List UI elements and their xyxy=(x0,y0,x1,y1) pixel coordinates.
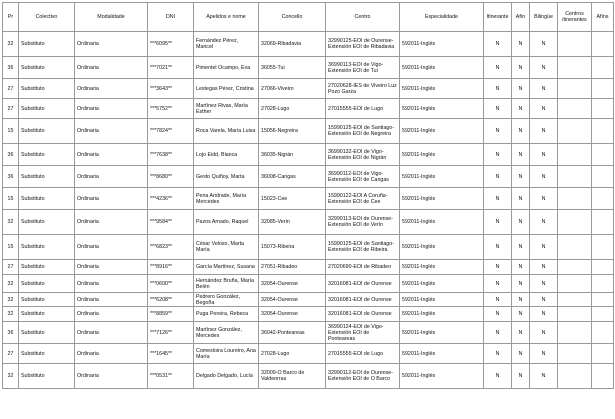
cell-afins xyxy=(592,307,614,322)
cell-pr: 32 xyxy=(3,364,19,389)
cell-pr: 27 xyxy=(3,344,19,364)
cell-especialidade: 592011-Inglés xyxy=(400,79,484,99)
cell-colectivo: Substituto xyxy=(19,364,75,389)
cell-afins xyxy=(592,79,614,99)
cell-centros-itinerantes xyxy=(558,166,592,188)
cell-pr: 15 xyxy=(3,119,19,144)
cell-bilingue: N xyxy=(530,275,558,293)
cell-afins xyxy=(592,322,614,344)
cell-concello: 27051-Ribadeo xyxy=(259,260,326,275)
cell-colectivo: Substituto xyxy=(19,144,75,166)
cell-dni: ***4236** xyxy=(148,188,194,210)
cell-centro: 32990113-EOI de Ourense-Extensión EOI de Verín xyxy=(326,210,400,235)
cell-bilingue: N xyxy=(530,119,558,144)
cell-apelidos-nome: Roca Varela, María Luisa xyxy=(194,119,259,144)
cell-itinerante: N xyxy=(484,235,512,260)
cell-pr: 15 xyxy=(3,188,19,210)
cell-centros-itinerantes xyxy=(558,235,592,260)
table-row xyxy=(3,344,614,364)
cell-especialidade: 592011-Inglés xyxy=(400,307,484,322)
cell-pr: 27 xyxy=(3,260,19,275)
cell-dni: ***3643** xyxy=(148,79,194,99)
header-colectivo: Colectivo xyxy=(19,3,75,32)
cell-apelidos-nome: Pena Andrade, María Mercedes xyxy=(194,188,259,210)
cell-dni: ***7126** xyxy=(148,322,194,344)
cell-modalidade: Ordinaria xyxy=(75,235,148,260)
cell-colectivo: Substituto xyxy=(19,57,75,79)
cell-especialidade: 592011-Inglés xyxy=(400,260,484,275)
table-row xyxy=(3,275,614,293)
cell-dni: ***6208** xyxy=(148,293,194,307)
cell-afin: N xyxy=(512,188,530,210)
cell-centros-itinerantes xyxy=(558,275,592,293)
cell-colectivo: Substituto xyxy=(19,79,75,99)
cell-concello: 32054-Ourense xyxy=(259,275,326,293)
cell-centro: 36990113-EOI de Vigo-Extensión EOI de Tui xyxy=(326,57,400,79)
cell-bilingue: N xyxy=(530,79,558,99)
cell-centros-itinerantes xyxy=(558,99,592,119)
header-bilingue: Bilingüe xyxy=(530,3,558,32)
cell-centro: 32990125-EOI de Ourense-Extensión EOI de Ribadavia xyxy=(326,32,400,57)
cell-itinerante: N xyxy=(484,57,512,79)
table-row xyxy=(3,322,614,344)
cell-pr: 36 xyxy=(3,144,19,166)
cell-centro: 32016081-EOI de Ourense xyxy=(326,275,400,293)
cell-apelidos-nome: Hernández Bruña, María Belén xyxy=(194,275,259,293)
header-centro: Centro xyxy=(326,3,400,32)
cell-centros-itinerantes xyxy=(558,307,592,322)
cell-apelidos-nome: Puga Pereira, Rebeca xyxy=(194,307,259,322)
table-row xyxy=(3,32,614,57)
cell-bilingue: N xyxy=(530,99,558,119)
cell-centro: 32016081-EOI de Ourense xyxy=(326,307,400,322)
cell-afin: N xyxy=(512,144,530,166)
cell-afin: N xyxy=(512,344,530,364)
cell-especialidade: 592011-Inglés xyxy=(400,166,484,188)
cell-colectivo: Substituto xyxy=(19,275,75,293)
cell-afin: N xyxy=(512,293,530,307)
cell-colectivo: Substituto xyxy=(19,322,75,344)
cell-dni: ***8859** xyxy=(148,307,194,322)
assignments-table xyxy=(2,2,614,389)
cell-centros-itinerantes xyxy=(558,188,592,210)
table-row xyxy=(3,210,614,235)
cell-colectivo: Substituto xyxy=(19,344,75,364)
cell-especialidade: 592011-Inglés xyxy=(400,322,484,344)
table-row xyxy=(3,119,614,144)
cell-especialidade: 592011-Inglés xyxy=(400,32,484,57)
cell-bilingue: N xyxy=(530,32,558,57)
cell-afins xyxy=(592,293,614,307)
cell-centro: 36990132-EOI de Vigo-Extensión EOI de Nigrán xyxy=(326,144,400,166)
cell-modalidade: Ordinaria xyxy=(75,99,148,119)
cell-afins xyxy=(592,344,614,364)
cell-modalidade: Ordinaria xyxy=(75,32,148,57)
cell-afins xyxy=(592,275,614,293)
cell-especialidade: 592011-Inglés xyxy=(400,364,484,389)
cell-concello: 15023-Cee xyxy=(259,188,326,210)
cell-colectivo: Substituto xyxy=(19,260,75,275)
cell-concello: 32054-Ourense xyxy=(259,307,326,322)
cell-itinerante: N xyxy=(484,260,512,275)
cell-pr: 32 xyxy=(3,32,19,57)
cell-dni: ***1645** xyxy=(148,344,194,364)
cell-afins xyxy=(592,210,614,235)
table-row xyxy=(3,144,614,166)
cell-pr: 32 xyxy=(3,210,19,235)
cell-modalidade: Ordinaria xyxy=(75,57,148,79)
cell-afin: N xyxy=(512,57,530,79)
cell-itinerante: N xyxy=(484,307,512,322)
cell-afins xyxy=(592,364,614,389)
cell-bilingue: N xyxy=(530,344,558,364)
cell-apelidos-nome: Martínez Rivas, María Esther xyxy=(194,99,259,119)
cell-bilingue: N xyxy=(530,307,558,322)
cell-centros-itinerantes xyxy=(558,210,592,235)
cell-bilingue: N xyxy=(530,260,558,275)
header-itinerante: Itinerante xyxy=(484,3,512,32)
cell-apelidos-nome: Martínez González, Mercedes xyxy=(194,322,259,344)
cell-apelidos-nome: Pedrero González, Begoña xyxy=(194,293,259,307)
cell-itinerante: N xyxy=(484,79,512,99)
cell-apelidos-nome: Pimentel Ocampo, Eva xyxy=(194,57,259,79)
cell-colectivo: Substituto xyxy=(19,307,75,322)
cell-concello: 27066-Viveiro xyxy=(259,79,326,99)
cell-centro: 27020690-EOI de Ribadeo xyxy=(326,260,400,275)
cell-concello: 36055-Tui xyxy=(259,57,326,79)
cell-pr: 36 xyxy=(3,322,19,344)
cell-bilingue: N xyxy=(530,364,558,389)
cell-itinerante: N xyxy=(484,210,512,235)
cell-concello: 36042-Ponteareas xyxy=(259,322,326,344)
cell-centros-itinerantes xyxy=(558,364,592,389)
cell-itinerante: N xyxy=(484,275,512,293)
cell-apelidos-nome: Fernández Pérez, Maricel xyxy=(194,32,259,57)
cell-centro: 27020628-IES de Viveiro Luz Pozo Garza xyxy=(326,79,400,99)
cell-dni: ***8680** xyxy=(148,166,194,188)
table-row xyxy=(3,235,614,260)
cell-centro: 36990124-EOI de Vigo-Extensión EOI de Ponteareas xyxy=(326,322,400,344)
cell-colectivo: Substituto xyxy=(19,293,75,307)
header-apelidos-nome: Apelidos e nome xyxy=(194,3,259,32)
table-row xyxy=(3,364,614,389)
cell-apelidos-nome: García Martínez, Susana xyxy=(194,260,259,275)
cell-especialidade: 592011-Inglés xyxy=(400,293,484,307)
cell-modalidade: Ordinaria xyxy=(75,344,148,364)
cell-itinerante: N xyxy=(484,119,512,144)
cell-especialidade: 592011-Inglés xyxy=(400,275,484,293)
cell-centro: 15990125-EOI de Santiago-Extensión EOI de Negreira xyxy=(326,119,400,144)
cell-dni: ***7638** xyxy=(148,144,194,166)
cell-afin: N xyxy=(512,260,530,275)
cell-pr: 32 xyxy=(3,307,19,322)
cell-concello: 15073-Ribeira xyxy=(259,235,326,260)
cell-modalidade: Ordinaria xyxy=(75,210,148,235)
cell-dni: ***6823** xyxy=(148,235,194,260)
cell-concello: 32054-Ourense xyxy=(259,293,326,307)
cell-pr: 27 xyxy=(3,99,19,119)
cell-centro: 36990112-EOI de Vigo-Extensión EOI de Cangas xyxy=(326,166,400,188)
cell-pr: 32 xyxy=(3,275,19,293)
header-modalidade: Modalidade xyxy=(75,3,148,32)
cell-afin: N xyxy=(512,235,530,260)
cell-especialidade: 592011-Inglés xyxy=(400,99,484,119)
cell-bilingue: N xyxy=(530,235,558,260)
cell-bilingue: N xyxy=(530,210,558,235)
cell-bilingue: N xyxy=(530,322,558,344)
cell-afins xyxy=(592,144,614,166)
cell-afins xyxy=(592,166,614,188)
cell-especialidade: 592011-Inglés xyxy=(400,210,484,235)
cell-especialidade: 592011-Inglés xyxy=(400,144,484,166)
cell-centro: 27015555-EOI de Lugo xyxy=(326,99,400,119)
cell-afins xyxy=(592,119,614,144)
cell-afin: N xyxy=(512,307,530,322)
cell-afin: N xyxy=(512,275,530,293)
cell-centros-itinerantes xyxy=(558,322,592,344)
cell-dni: ***7021** xyxy=(148,57,194,79)
cell-centros-itinerantes xyxy=(558,119,592,144)
cell-apelidos-nome: Comesloira Loureiro, Ana María xyxy=(194,344,259,364)
cell-dni: ***9584** xyxy=(148,210,194,235)
cell-afin: N xyxy=(512,364,530,389)
header-afins: Afíns xyxy=(592,3,614,32)
cell-pr: 36 xyxy=(3,57,19,79)
cell-apelidos-nome: Pazos Amado, Raquel xyxy=(194,210,259,235)
cell-modalidade: Ordinaria xyxy=(75,166,148,188)
cell-concello: 27028-Lugo xyxy=(259,344,326,364)
cell-colectivo: Substituto xyxy=(19,32,75,57)
cell-afin: N xyxy=(512,119,530,144)
cell-afins xyxy=(592,235,614,260)
table-row xyxy=(3,79,614,99)
cell-centro: 27015555-EOI de Lugo xyxy=(326,344,400,364)
cell-afins xyxy=(592,260,614,275)
cell-pr: 36 xyxy=(3,166,19,188)
cell-concello: 27028-Lugo xyxy=(259,99,326,119)
header-especialidade: Especialidade xyxy=(400,3,484,32)
cell-apelidos-nome: Delgado Delgado, Lucía xyxy=(194,364,259,389)
cell-pr: 15 xyxy=(3,235,19,260)
table-header-row xyxy=(3,3,614,32)
cell-modalidade: Ordinaria xyxy=(75,293,148,307)
cell-itinerante: N xyxy=(484,344,512,364)
cell-bilingue: N xyxy=(530,57,558,79)
cell-concello: 32085-Verín xyxy=(259,210,326,235)
cell-afin: N xyxy=(512,166,530,188)
cell-dni: ***7824** xyxy=(148,119,194,144)
cell-centros-itinerantes xyxy=(558,260,592,275)
cell-centros-itinerantes xyxy=(558,79,592,99)
cell-especialidade: 592011-Inglés xyxy=(400,235,484,260)
cell-pr: 27 xyxy=(3,79,19,99)
cell-itinerante: N xyxy=(484,144,512,166)
cell-afin: N xyxy=(512,210,530,235)
table-row xyxy=(3,57,614,79)
cell-dni: ***0531** xyxy=(148,364,194,389)
header-pr: Pr xyxy=(3,3,19,32)
cell-colectivo: Substituto xyxy=(19,99,75,119)
cell-itinerante: N xyxy=(484,99,512,119)
cell-afins xyxy=(592,99,614,119)
cell-centros-itinerantes xyxy=(558,57,592,79)
cell-modalidade: Ordinaria xyxy=(75,307,148,322)
cell-afin: N xyxy=(512,79,530,99)
cell-concello: 32009-O Barco de Valdeorras xyxy=(259,364,326,389)
cell-concello: 36035-Nigrán xyxy=(259,144,326,166)
cell-apelidos-nome: César Veloso, Marta María xyxy=(194,235,259,260)
cell-modalidade: Ordinaria xyxy=(75,188,148,210)
table-row xyxy=(3,188,614,210)
table-row xyxy=(3,293,614,307)
cell-especialidade: 592011-Inglés xyxy=(400,119,484,144)
cell-itinerante: N xyxy=(484,322,512,344)
cell-afins xyxy=(592,188,614,210)
cell-modalidade: Ordinaria xyxy=(75,144,148,166)
cell-bilingue: N xyxy=(530,293,558,307)
cell-bilingue: N xyxy=(530,188,558,210)
cell-modalidade: Ordinaria xyxy=(75,275,148,293)
cell-afins xyxy=(592,32,614,57)
cell-dni: ***0600** xyxy=(148,275,194,293)
table-row xyxy=(3,260,614,275)
cell-modalidade: Ordinaria xyxy=(75,79,148,99)
cell-especialidade: 592011-Inglés xyxy=(400,188,484,210)
cell-modalidade: Ordinaria xyxy=(75,364,148,389)
cell-afins xyxy=(592,57,614,79)
cell-centro: 15990122-EOI A Coruña-Extensión EOI de Cee xyxy=(326,188,400,210)
cell-itinerante: N xyxy=(484,32,512,57)
cell-centros-itinerantes xyxy=(558,293,592,307)
cell-bilingue: N xyxy=(530,144,558,166)
cell-dni: ***8916** xyxy=(148,260,194,275)
cell-colectivo: Substituto xyxy=(19,119,75,144)
cell-itinerante: N xyxy=(484,364,512,389)
cell-bilingue: N xyxy=(530,166,558,188)
table-row xyxy=(3,307,614,322)
table-row xyxy=(3,166,614,188)
cell-apelidos-nome: Lojo Eidd, Blanca xyxy=(194,144,259,166)
cell-afin: N xyxy=(512,322,530,344)
cell-centro: 32016081-EOI de Ourense xyxy=(326,293,400,307)
document-page xyxy=(2,2,613,389)
cell-modalidade: Ordinaria xyxy=(75,119,148,144)
cell-colectivo: Substituto xyxy=(19,188,75,210)
cell-colectivo: Substituto xyxy=(19,210,75,235)
cell-especialidade: 592011-Inglés xyxy=(400,344,484,364)
cell-concello: 15056-Negreira xyxy=(259,119,326,144)
cell-colectivo: Substituto xyxy=(19,235,75,260)
header-concello: Concello xyxy=(259,3,326,32)
cell-itinerante: N xyxy=(484,188,512,210)
cell-modalidade: Ordinaria xyxy=(75,322,148,344)
cell-colectivo: Substituto xyxy=(19,166,75,188)
cell-centro: 15990125-EOI de Santiago-Extensión EOI de Ribeira xyxy=(326,235,400,260)
cell-centro: 32990112-EOI de Ourense-Extensión EOI de O Barco xyxy=(326,364,400,389)
cell-centros-itinerantes xyxy=(558,32,592,57)
header-centros-itinerantes: Centros itinerantes xyxy=(558,3,592,32)
cell-afin: N xyxy=(512,99,530,119)
cell-especialidade: 592011-Inglés xyxy=(400,57,484,79)
cell-modalidade: Ordinaria xyxy=(75,260,148,275)
cell-dni: ***5752** xyxy=(148,99,194,119)
cell-centros-itinerantes xyxy=(558,144,592,166)
cell-apelidos-nome: Gesto Quiñoy, Marta xyxy=(194,166,259,188)
header-afin: Afín xyxy=(512,3,530,32)
cell-pr: 32 xyxy=(3,293,19,307)
cell-concello: 32069-Ribadavia xyxy=(259,32,326,57)
table-row xyxy=(3,99,614,119)
cell-itinerante: N xyxy=(484,166,512,188)
cell-itinerante: N xyxy=(484,293,512,307)
cell-afin: N xyxy=(512,32,530,57)
cell-centros-itinerantes xyxy=(558,344,592,364)
cell-dni: ***6095** xyxy=(148,32,194,57)
cell-concello: 36008-Cangas xyxy=(259,166,326,188)
cell-apelidos-nome: Lestegas Pérez, Cristina xyxy=(194,79,259,99)
header-dni: DNI xyxy=(148,3,194,32)
